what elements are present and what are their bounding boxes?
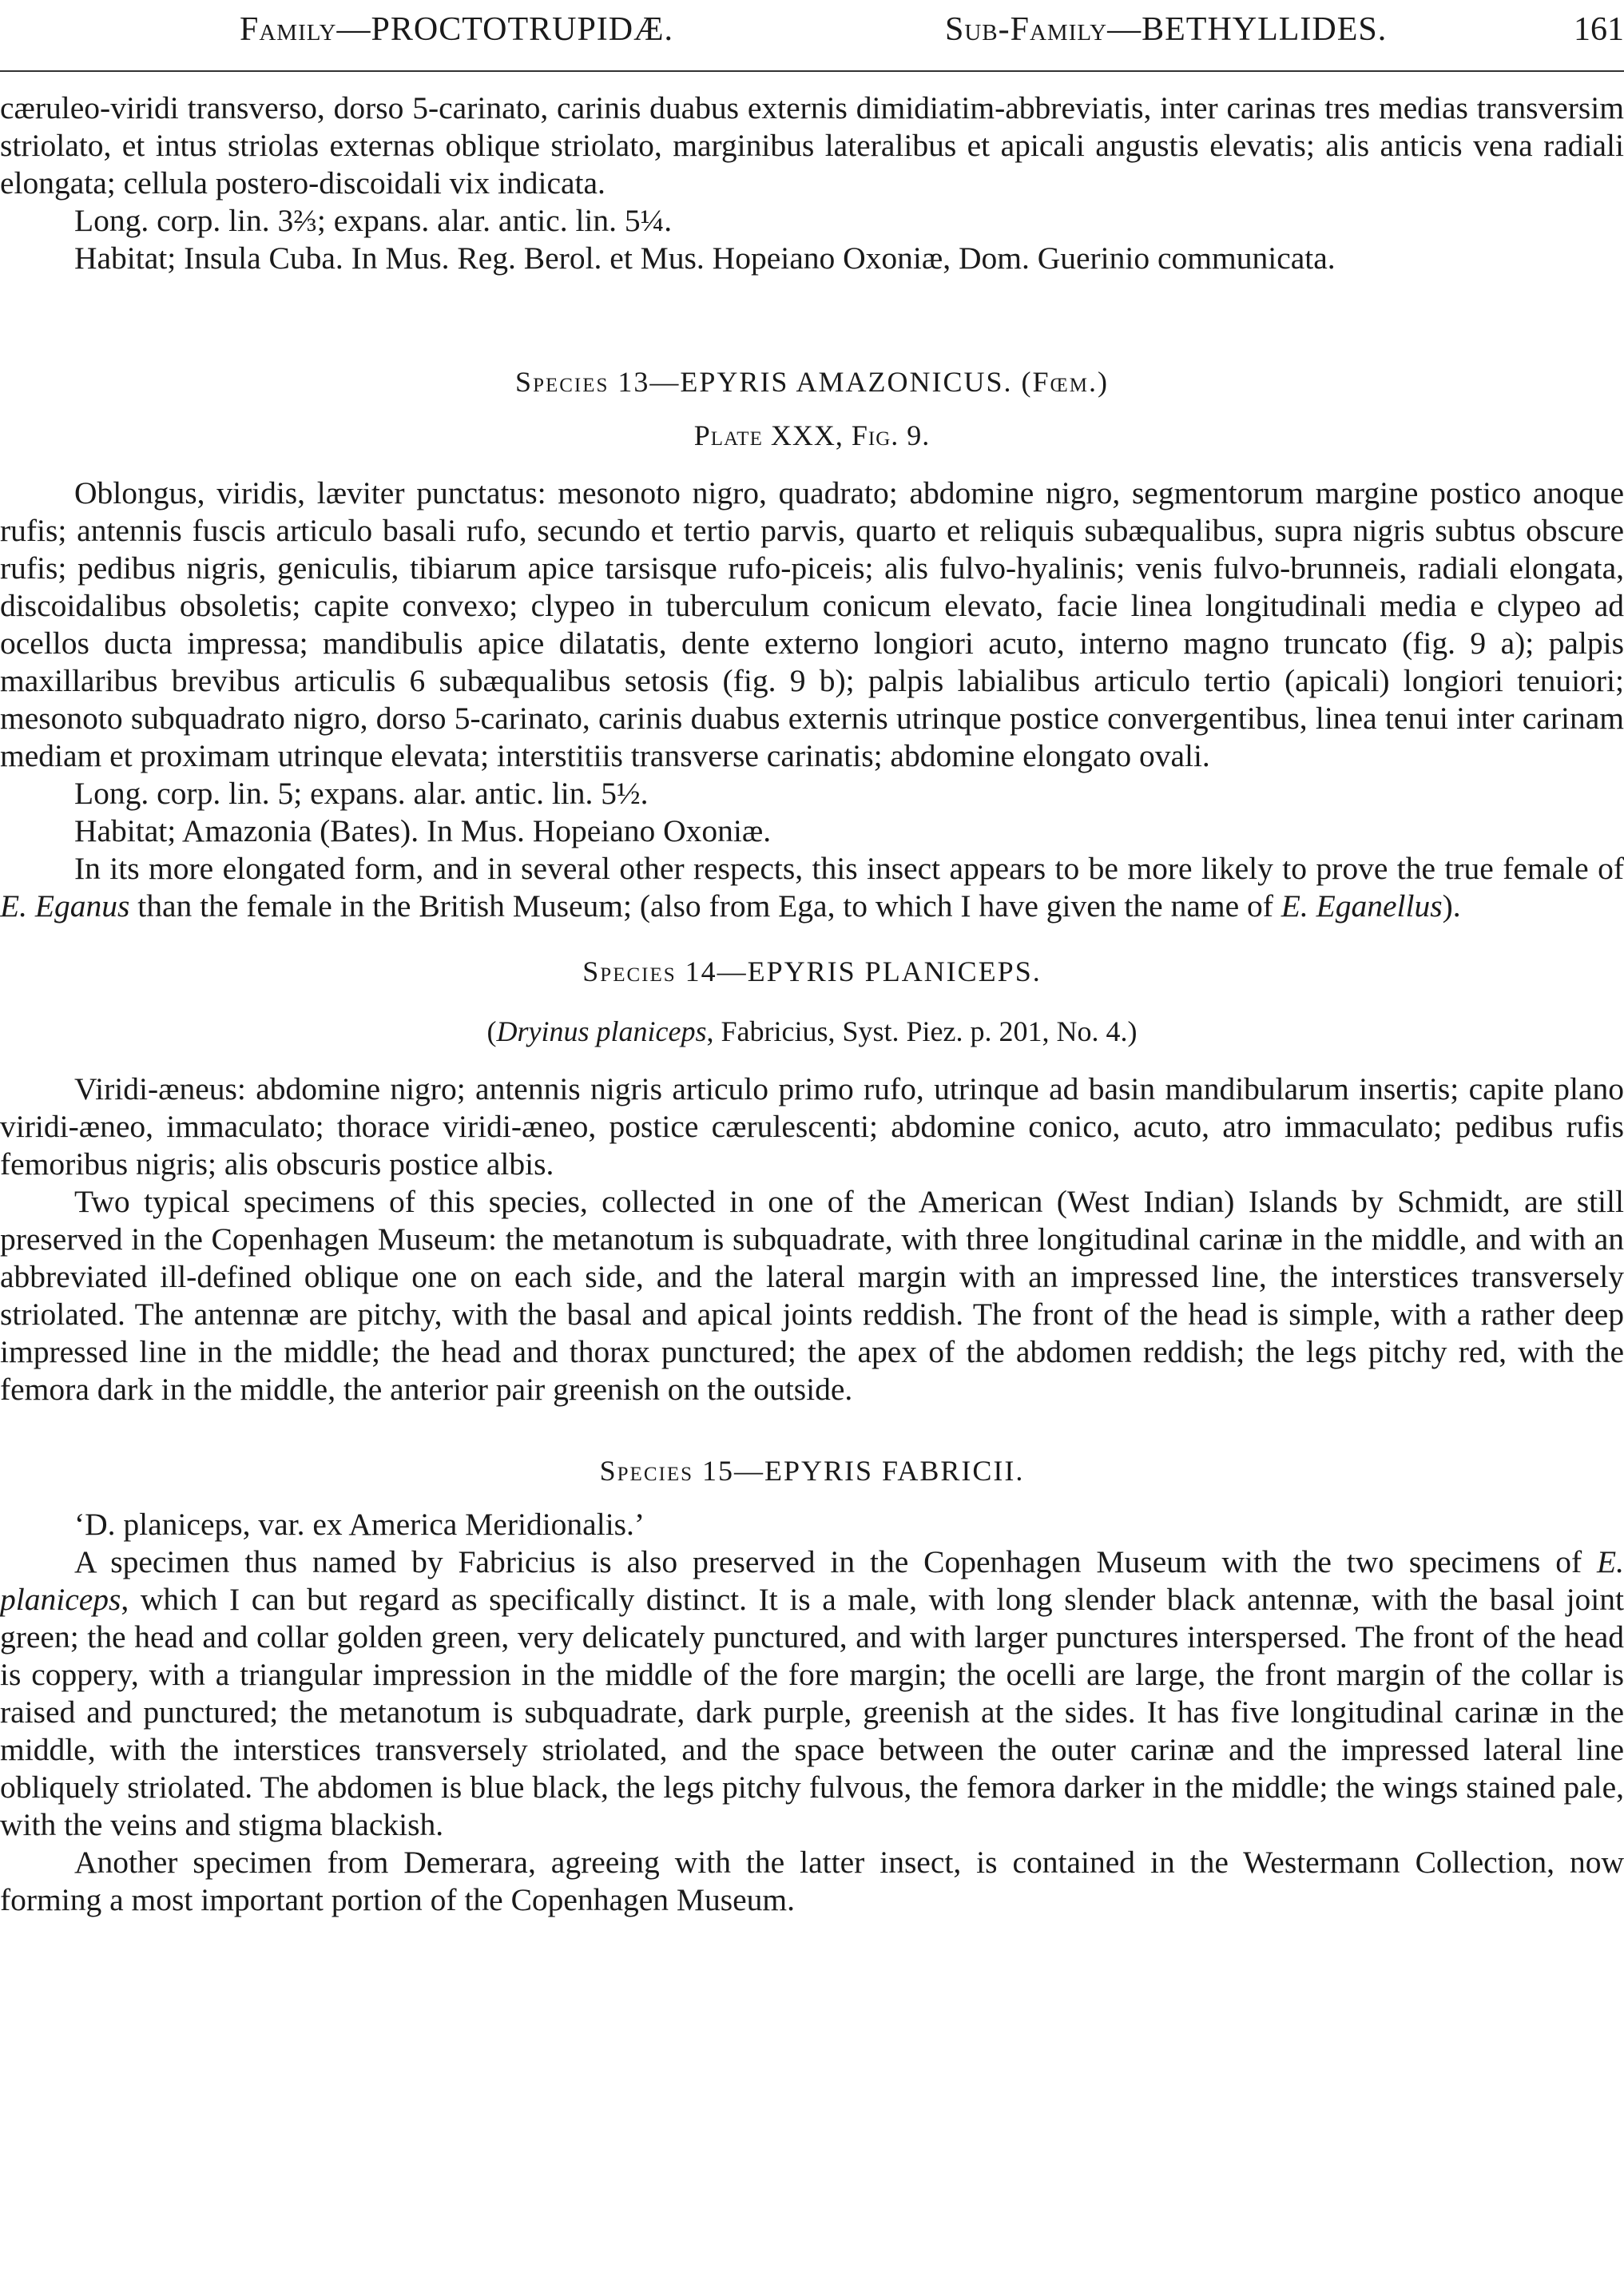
remarks-text: , which I can but regard as specifically distinct. It is a male, with long slender black antennæ, with the basal joint green; the head and collar golden green, very delicately punctured, and with larger punctures interspersed. The front of the head is coppery, with a triangular impression in the middle of the fore margin; the ocelli are large, the front margin of the collar is raised and punctured; the metanotum is subquadrate, dark purple, greenish at the sides. It has five longitudinal carinæ in the middle, with the interstices transversely striolated, and the space between the outer carinæ and the impressed lateral line obliquely striolated. The abdomen is blue black, the legs pitchy fulvous, the femora darker in the middle; the wings stained pale, with the veins and stigma blackish. xyxy=(0,1582,1624,1842)
species-name: E. planiceps xyxy=(0,1544,1624,1617)
running-head xyxy=(80,10,1624,50)
species-13-heading: Species 13—EPYRIS AMAZONICUS. (Fœm.) xyxy=(515,366,1109,398)
header-rule xyxy=(0,70,1624,72)
remarks-text: than the female in the British Museum; (also from Ega, to which I have given the name of xyxy=(129,888,1281,924)
species-13-description: Oblongus, viridis, læviter punctatus: mesonoto nigro, quadrato; abdomine nigro, segmentorum margine postico anoque rufis; antennis fuscis articulo basali rufo, secundo et tertio parvis, quarto et reliquis subæqualibus, supra nigris subtus obscure rufis; pedibus nigris, geniculis, tibiarum apice tarsisque rufo-piceis; alis fulvo-hyalinis; venis fulvo-brunneis, radiali elongata, discoidalibus obsoletis; capite convexo; clypeo in tuberculum conicum elevato, facie linea longitudinali media e clypeo ad ocellos ducta impressa; mandibulis apice dilatatis, dente externo longiori acuto, interno magno truncato (fig. 9 a); palpis maxillaribus brevibus articulis 6 subæqualibus setosis (fig. 9 b); palpis labialibus articulo tertio (apicali) longiori tenuiori; mesonoto subquadrato nigro, dorso 5-carinato, carinis duabus externis utrinque postice convergentibus, linea tenui inter carinam mediam et proximam utrinque elevata; interstitiis transverse carinatis; abdomine elongato ovali. xyxy=(0,475,1624,773)
species-13-remarks xyxy=(0,850,1624,925)
paragraph-measurements: Long. corp. lin. 3⅔; expans. alar. antic. lin. 5¼. xyxy=(74,203,673,238)
species-14-description: Viridi-æneus: abdomine nigro; antennis nigris articulo primo rufo, utrinque ad basin mandibularum insertis; capite plano viridi-æneo, immaculato; thorace viridi-æneo, postice cærulescenti; abdomine conico, acuto, atro immaculato; pedibus rufis femoribus nigris; alis obscuris postice albis. xyxy=(0,1071,1624,1182)
species-name: E. Eganus xyxy=(0,888,130,924)
species-13-plate: Plate XXX, Fig. 9. xyxy=(693,419,931,451)
page-number: 161 xyxy=(1574,11,1624,48)
species-15-remarks xyxy=(0,1543,1624,1844)
species-15-collection: Another specimen from Demerara, agreeing with the latter insect, is contained in the Westermann Collection, now forming a most important portion of the Copenhagen Museum. xyxy=(0,1845,1624,1917)
species-13-habitat: Habitat; Amazonia (Bates). In Mus. Hopeiano Oxoniæ. xyxy=(74,813,772,848)
species-14-heading: Species 14—EPYRIS PLANICEPS. xyxy=(582,955,1042,987)
remarks-text: ). xyxy=(1442,888,1461,924)
remarks-text: In its more elongated form, and in several other respects, this insect appears to be more likely to prove the true female of xyxy=(74,851,1624,886)
running-head-family: Family—PROCTOTRUPIDÆ. xyxy=(240,11,673,48)
remarks-text: A specimen thus named by Fabricius is also preserved in the Copenhagen Museum with the two specimens of xyxy=(74,1544,1597,1579)
species-13-measurements: Long. corp. lin. 5; expans. alar. antic. lin. 5½. xyxy=(74,776,649,811)
reference-name: Dryinus planiceps xyxy=(496,1015,707,1047)
paragraph-habitat: Habitat; Insula Cuba. In Mus. Reg. Berol. et Mus. Hopeiano Oxoniæ, Dom. Guerinio communicata. xyxy=(74,240,1336,276)
species-14-remarks: Two typical specimens of this species, collected in one of the American (West Indian) Islands by Schmidt, are still preserved in the Copenhagen Museum: the metanotum is subquadrate, with three longitudinal carinæ in the middle, and with an abbreviated ill-defined oblique one on each side, and the lateral margin with an impressed line, the interstices transversely striolated. The antennæ are pitchy, with the basal and apical joints reddish. The front of the head is simple, with a rather deep impressed line in the middle; the head and thorax punctured; the apex of the abdomen reddish; the legs pitchy red, with the femora dark in the middle, the anterior pair greenish on the outside. xyxy=(0,1184,1624,1407)
species-15-label: ‘D. planiceps, var. ex America Meridionalis.’ xyxy=(74,1507,645,1542)
species-14-reference: (Dryinus planiceps, Fabricius, Syst. Piez. p. 201, No. 4.) xyxy=(486,1015,1138,1047)
species-15-heading: Species 15—EPYRIS FABRICII. xyxy=(599,1455,1025,1487)
species-name: E. Eganellus xyxy=(1281,888,1443,924)
running-head-subfamily: Sub-Family—BETHYLLIDES. xyxy=(945,11,1388,48)
reference-text: , Fabricius, Syst. Piez. p. 201, No. 4. xyxy=(706,1015,1128,1047)
body-text xyxy=(0,89,1624,1919)
paragraph-continuation: cæruleo-viridi transverso, dorso 5-carinato, carinis duabus externis dimidiatim-abbreviatis, inter carinas tres medias transversim striolato, et intus striolas externas oblique striolato, marginibus lateralibus et apicali angustis elevatis; alis anticis vena radiali elongata; cellula postero-discoidali vix indicata. xyxy=(0,90,1624,201)
